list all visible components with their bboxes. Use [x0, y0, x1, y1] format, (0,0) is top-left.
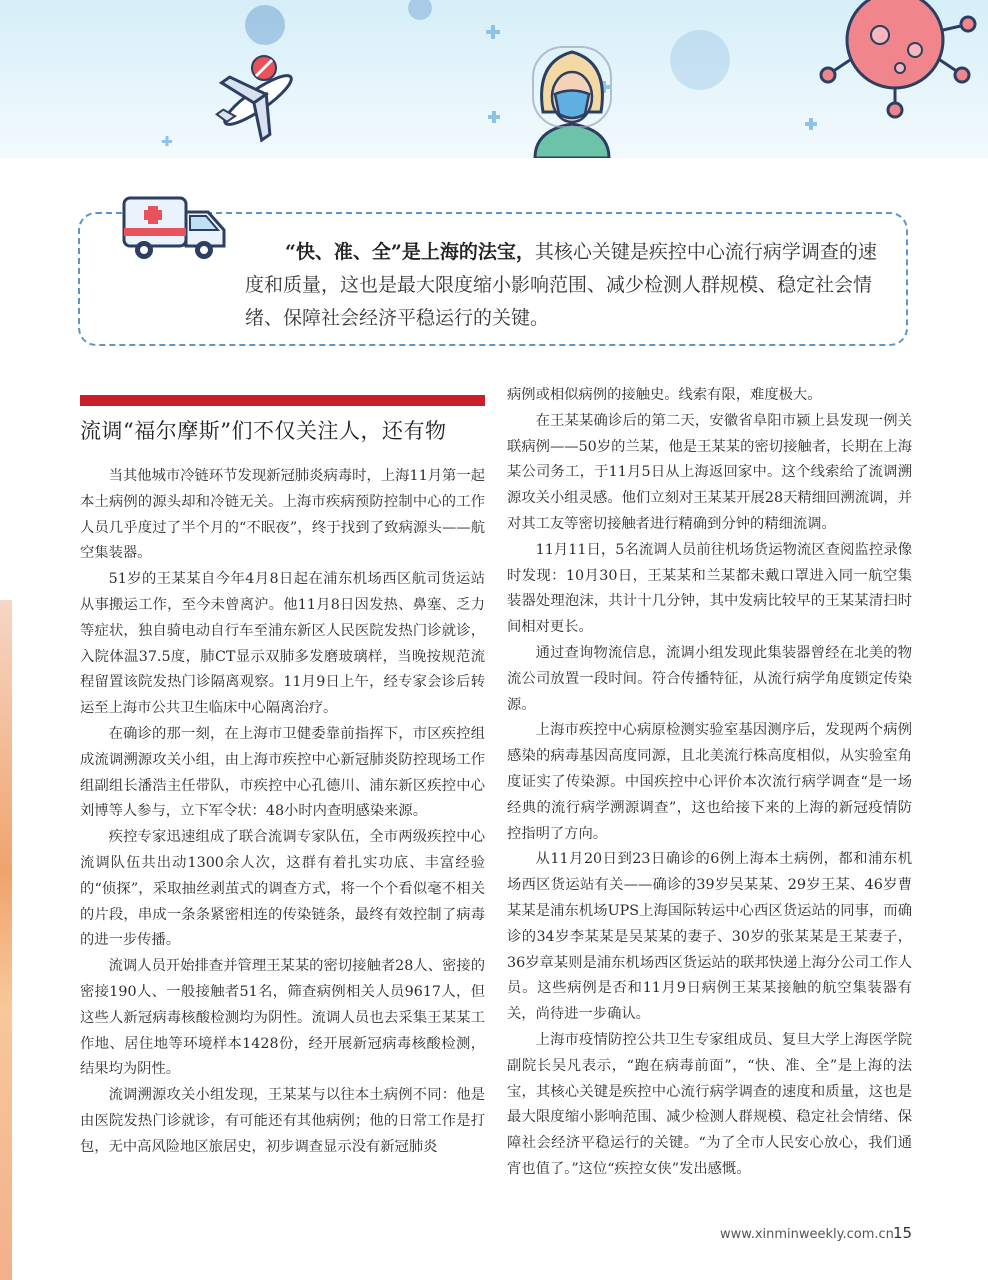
paragraph: 从11月20日到23日确诊的6例上海本土病例，都和浦东机场西区货运站有关——确诊的39岁吴某某、29岁王某、46岁曹某某是浦东机场UPS上海国际转运中心西区货运站的同事，而确诊的34岁李某某是吴某某的妻子、30岁的张某某是王某妻子，36岁章某则是浦东机场西区货运站的联邦快递上海分公司工作人员。这些病例是否和11月9日病例王某某接触的航空集装器有关，尚待进一步确认。: [507, 851, 912, 1023]
paragraph: 在确诊的那一刻，在上海市卫健委靠前指挥下，市区疾控组成流调溯源攻关小组，由上海市疾控中心新冠肺炎防控现场工作组副组长潘浩主任带队，市疾控中心孔德川、浦东新区疾控中心刘博等人参与，立下军令状：48小时内查明感染来源。: [80, 725, 485, 820]
callout-bold-text: “快、准、全”是上海的法宝，: [285, 241, 535, 263]
paragraph: 上海市疾控中心病原检测实验室基因测序后，发现两个病例感染的病毒基因高度同源，且北美流行株高度相似，从实验室角度证实了传染源。中国疾控中心评价本次流行病学调查“是一场经典的流行病学溯源调查”，这也给接下来的上海的新冠疫情防控指明了方向。: [507, 722, 912, 842]
right-column: [507, 383, 912, 1183]
virus-icon: [810, 0, 980, 120]
woman-mask-icon: [525, 42, 620, 158]
paragraph: 疾控专家迅速组成了联合流调专家队伍，全市两级疾控中心流调队伍共出动1300余人次，这群有着扎实功底、丰富经验的“侦探”，采取抽丝剥茧式的调查方式，将一个个看似毫不相关的片段，串成一条条紧密相连的传染链条，最终有效控制了病毒的进一步传播。: [80, 829, 485, 949]
callout-rest-text: 其核心关键是疾控中心流行病学调查的速度和质量，这也是最大限度缩小影响范围、减少检测人群规模、稳定社会情绪、保障社会经济平稳运行的关键。: [245, 241, 877, 329]
paragraph: 病例或相似病例的接触史。线索有限，难度极大。: [507, 387, 822, 403]
paragraph: 在王某某确诊后的第二天，安徽省阜阳市颍上县发现一例关联病例——50岁的兰某，他是王某某的密切接触者，长期在上海某公司务工，于11月5日从上海返回家中。这个线索给了流调溯源攻关小组灵感。他们立刻对王某某开展28天精细回溯流调，并对其工友等密切接触者进行精确到分钟的精细流调。: [507, 412, 912, 532]
left-column: [80, 464, 485, 1161]
header-illustration: [0, 0, 988, 158]
paragraph: 当其他城市冷链环节发现新冠肺炎病毒时，上海11月第一起本土病例的源头却和冷链无关。上海市疾病预防控制中心的工作人员几乎度过了半个月的“不眠夜”，终于找到了致病源头——航空集装器。: [80, 468, 485, 562]
paragraph: 流调溯源攻关小组发现，王某某与以往本土病例不同：他是由医院发热门诊就诊，有可能还有其他病例；他的日常工作是打包，无中高风险地区旅居史，初步调查显示没有新冠肺炎: [80, 1087, 485, 1155]
page-number: 15: [893, 1224, 913, 1242]
paragraph: 上海市疫情防控公共卫生专家组成员、复旦大学上海医学院副院长吴凡表示，“跑在病毒前面”，“快、准、全”是上海的法宝，其核心关键是疾控中心流行病学调查的速度和质量，这也是最大限度缩小影响范围、减少检测人群规模、稳定社会情绪、保障社会经济平稳运行的关键。“为了全市人民安心放心，我们通宵也值了。”这位“疾控女侠”发出感慨。: [507, 1031, 912, 1177]
edge-photo-strip: [0, 600, 12, 1280]
section-title: 流调“福尔摩斯”们不仅关注人，还有物: [80, 419, 447, 443]
paragraph: 流调人员开始排查并管理王某某的密切接触者28人、密接的密接190人、一般接触者51名，筛查病例相关人员9617人，但这些人新冠病毒核酸检测均为阴性。流调人员也去采集王某某工作地、居住地等环境样本1428份，经开展新冠病毒核酸检测，结果均为阴性。: [80, 958, 485, 1078]
paragraph: 通过查询物流信息，流调小组发现此集装器曾经在北美的物流公司放置一段时间。符合传播特征，从流行病学角度锁定传染源。: [507, 644, 912, 713]
footer-url: www.xinminweekly.com.cn: [720, 1227, 894, 1242]
paragraph: 51岁的王某某自今年4月8日起在浦东机场西区航司货运站从事搬运工作，至今未曾离沪。他11月8日因发热、鼻塞、乏力等症状，独自骑电动自行车至浦东新区人民医院发热门诊就诊，入院体温37.5度，肺CT显示双肺多发磨玻璃样，当晚按规范流程留置该院发热门诊隔离观察。11月9日上午，经专家会诊后转运至上海市公共卫生临床中心隔离治疗。: [80, 571, 485, 717]
section-red-bar: [80, 395, 485, 406]
paragraph: 11月11日，5名流调人员前往机场货运物流区查阅监控录像时发现：10月30日，王某某和兰某都未戴口罩进入同一航空集装器处理泡沫，共计十几分钟，其中发病比较早的王某某清扫时间相对更长。: [507, 541, 912, 636]
ambulance-icon: [120, 194, 230, 264]
airplane-icon: [208, 50, 308, 150]
callout-text: [245, 236, 885, 335]
